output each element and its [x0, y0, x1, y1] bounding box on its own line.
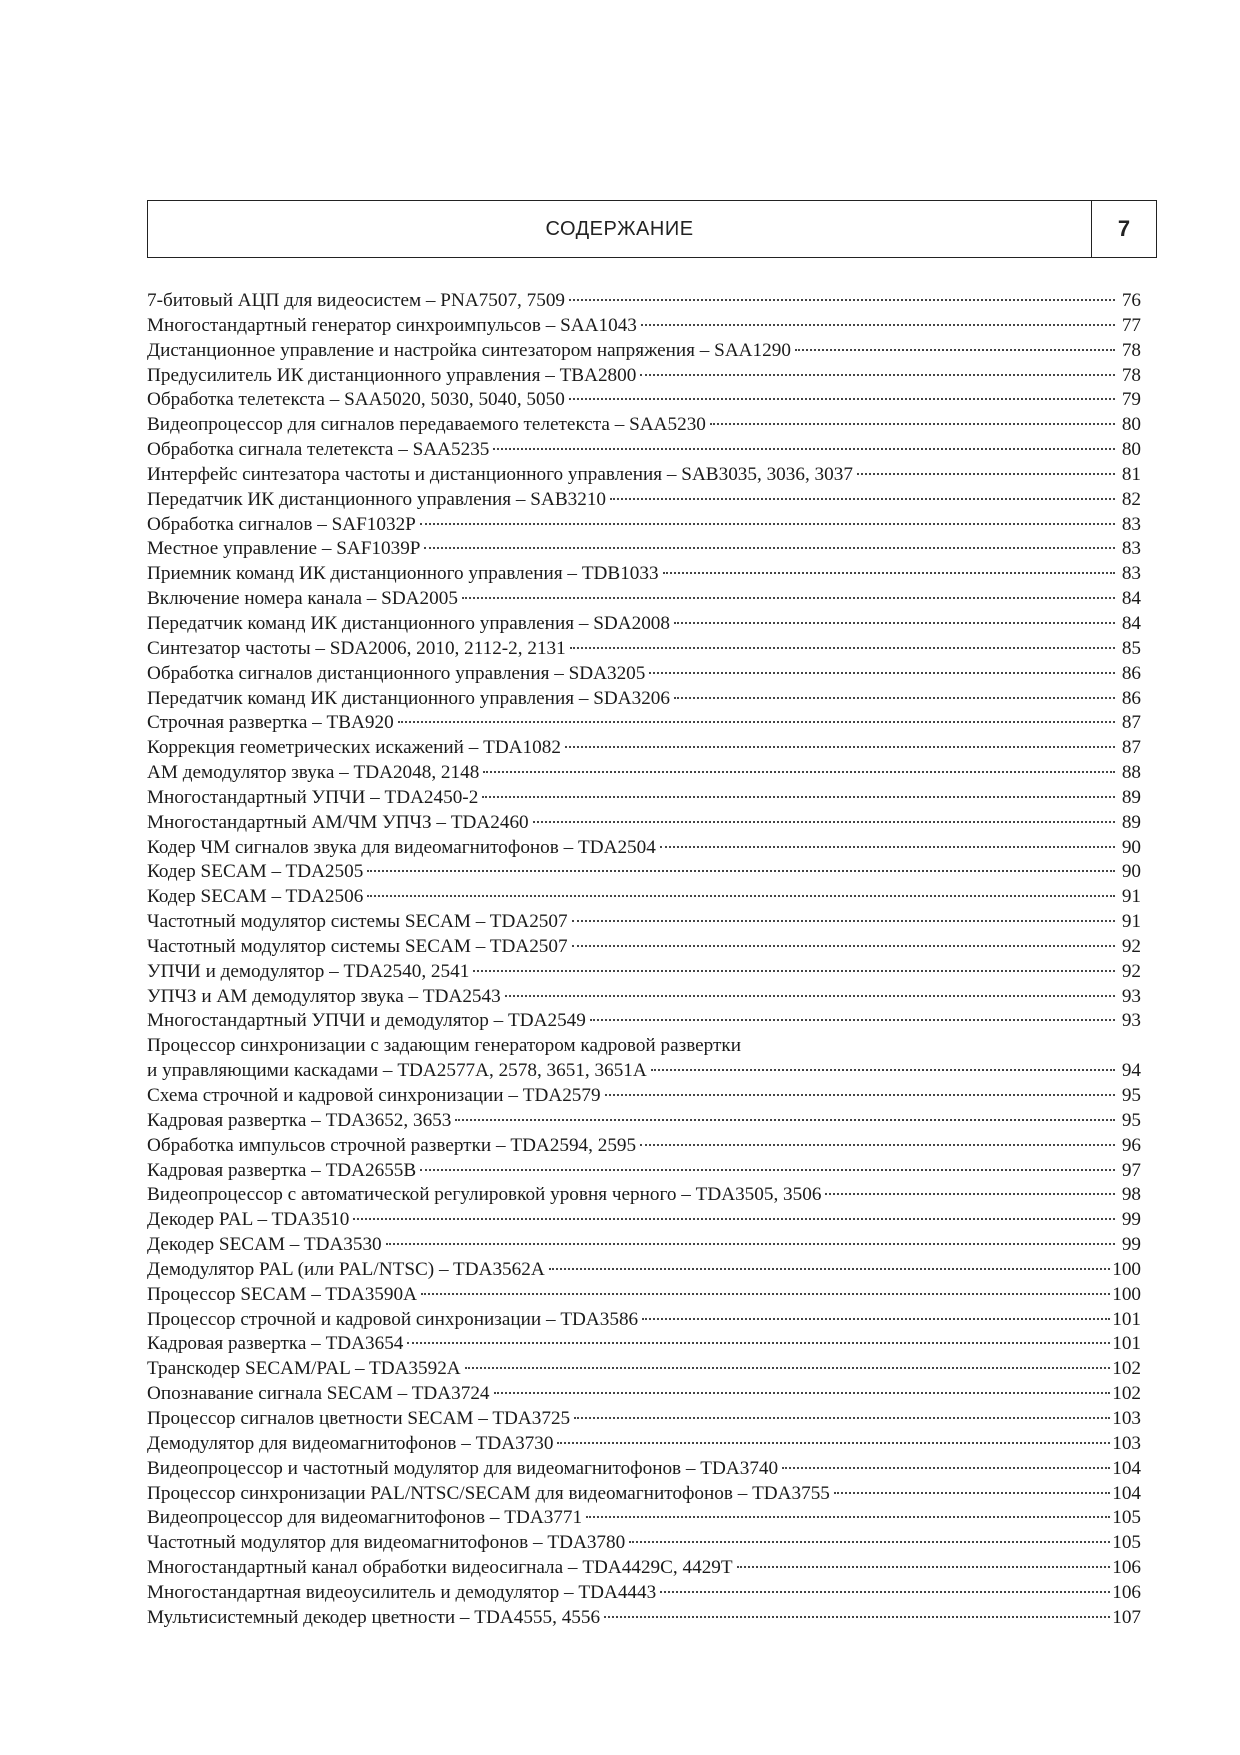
toc-entry-title: Коррекция геометрических искажений – TDA1082 [147, 737, 561, 759]
toc-entry-title: Частотный модулятор для видеомагнитофонов – TDA3780 [147, 1532, 626, 1554]
toc-entry-page: 82 [1121, 488, 1141, 510]
toc-entry [147, 612, 1141, 637]
toc-entry-page: 102 [1112, 1358, 1141, 1380]
dot-leader [640, 1144, 1115, 1146]
toc-entry [147, 1332, 1141, 1357]
dot-leader [353, 1218, 1115, 1220]
toc-entry-page: 80 [1121, 439, 1141, 461]
toc-entry-title: Процессор синхронизации с задающим генератором кадровой развертки [147, 1035, 741, 1057]
dot-leader [424, 547, 1115, 549]
toc-entry-page: 103 [1112, 1407, 1141, 1429]
toc-entry-page: 90 [1121, 861, 1141, 883]
toc-entry-title: Процессор строчной и кадровой синхронизации – TDA3586 [147, 1308, 639, 1330]
dot-leader [782, 1467, 1110, 1469]
toc-entry-page: 91 [1121, 911, 1141, 933]
toc-entry [147, 413, 1141, 438]
dot-leader [663, 572, 1115, 574]
dot-leader [367, 870, 1115, 872]
toc-entry-title: и управляющими каскадами – TDA2577A, 2578, 3651, 3651A [147, 1060, 647, 1082]
dot-leader [572, 945, 1115, 947]
toc-entry-title: Дистанционное управление и настройка синтезатором напряжения – SAA1290 [147, 339, 791, 361]
table-of-contents [147, 289, 1141, 1631]
toc-entry-page: 97 [1121, 1159, 1141, 1181]
toc-entry-title: Видеопроцессор для сигналов передаваемого телетекста – SAA5230 [147, 414, 706, 436]
toc-entry-title: Обработка сигналов дистанционного управления – SDA3205 [147, 662, 646, 684]
toc-entry [147, 1283, 1141, 1308]
toc-entry-page: 95 [1121, 1085, 1141, 1106]
toc-entry-page: 92 [1121, 960, 1141, 982]
toc-entry-page: 87 [1121, 737, 1141, 759]
toc-entry-page: 83 [1121, 538, 1141, 560]
toc-entry-title: УПЧИ и демодулятор – TDA2540, 2541 [147, 960, 470, 982]
toc-entry-page: 89 [1121, 811, 1141, 833]
toc-entry-page: 91 [1121, 886, 1141, 908]
toc-entry-page: 89 [1121, 786, 1141, 808]
toc-entry-title: Интерфейс синтезатора частоты и дистанционного управления – SAB3035, 3036, 3037 [147, 463, 853, 485]
toc-entry-page: 102 [1112, 1383, 1141, 1405]
toc-entry-title: Обработка импульсов строчной развертки – TDA2594, 2595 [147, 1134, 637, 1156]
toc-entry-title: Демодулятор PAL (или PAL/NTSC) – TDA3562A [147, 1258, 545, 1280]
dot-leader [421, 1293, 1110, 1295]
dot-leader [641, 324, 1115, 326]
dot-leader [565, 746, 1115, 748]
toc-entry-page: 79 [1121, 389, 1141, 411]
toc-entry-page: 96 [1121, 1134, 1141, 1156]
dot-leader [642, 1318, 1110, 1320]
toc-entry [147, 1109, 1141, 1134]
toc-entry-page: 98 [1121, 1184, 1141, 1206]
dot-leader [649, 672, 1115, 674]
toc-entry-title: Многостандартный канал обработки видеосигнала – TDA4429C, 4429T [147, 1557, 733, 1579]
toc-entry-title: Декодер SECAM – TDA3530 [147, 1234, 382, 1256]
toc-entry [147, 1506, 1141, 1531]
toc-entry [147, 388, 1141, 413]
dot-leader [604, 1616, 1110, 1618]
dot-leader [660, 846, 1115, 848]
toc-entry [147, 1531, 1141, 1556]
toc-entry-title: Процессор сигналов цветности SECAM – TDA3725 [147, 1407, 571, 1429]
toc-entry [147, 1208, 1141, 1233]
toc-entry-title: Передатчик ИК дистанционного управления – SAB3210 [147, 488, 607, 510]
toc-entry-title: Декодер PAL – TDA3510 [147, 1209, 350, 1231]
dot-leader [570, 647, 1115, 649]
dot-leader [493, 448, 1115, 450]
toc-entry-page: 92 [1121, 935, 1141, 957]
toc-entry [147, 1159, 1141, 1184]
toc-entry-page: 101 [1112, 1333, 1141, 1355]
toc-entry-title: Местное управление – SAF1039P [147, 538, 421, 560]
toc-entry-title: Кодер SECAM – TDA2505 [147, 861, 364, 883]
toc-entry [147, 637, 1141, 662]
header-title: СОДЕРЖАНИЕ [545, 217, 694, 240]
toc-entry [147, 438, 1141, 463]
toc-entry-page: 77 [1121, 314, 1141, 336]
page-header [147, 200, 1157, 258]
toc-entry-title: Видеопроцессор для видеомагнитофонов – TDA3771 [147, 1507, 583, 1529]
toc-entry-title: Кодер SECAM – TDA2506 [147, 886, 364, 908]
toc-entry-title: Предусилитель ИК дистанционного управления – TBA2800 [147, 364, 637, 386]
header-page-number: 7 [1091, 201, 1156, 257]
toc-entry [147, 463, 1141, 488]
toc-entry-title: Кодер ЧМ сигналов звука для видеомагнитофонов – TDA2504 [147, 836, 656, 858]
toc-entry [147, 289, 1141, 314]
dot-leader [483, 771, 1115, 773]
dot-leader [605, 1094, 1115, 1096]
toc-entry-title: Обработка сигнала телетекста – SAA5235 [147, 439, 490, 461]
dot-leader [420, 523, 1115, 525]
toc-entry [147, 1606, 1141, 1631]
toc-entry-title: Передатчик команд ИК дистанционного управления – SDA2008 [147, 612, 670, 634]
toc-entry-title: Многостандартный УПЧИ и демодулятор – TDA2549 [147, 1010, 586, 1032]
toc-entry-title: Приемник команд ИК дистанционного управления – TDB1033 [147, 563, 659, 585]
toc-entry-page: 107 [1112, 1606, 1141, 1628]
toc-entry-page: 99 [1121, 1209, 1141, 1231]
toc-entry [147, 811, 1141, 836]
toc-entry-page: 78 [1121, 339, 1141, 361]
dot-leader [482, 796, 1115, 798]
toc-entry-page: 78 [1121, 364, 1141, 386]
toc-entry-page: 101 [1112, 1308, 1141, 1330]
toc-entry-page: 85 [1121, 637, 1141, 659]
dot-leader [674, 622, 1115, 624]
dot-leader [569, 398, 1115, 400]
toc-entry [147, 1308, 1141, 1333]
dot-leader [590, 1019, 1115, 1021]
toc-entry-page: 86 [1121, 662, 1141, 684]
toc-entry-title: Кадровая развертка – TDA3654 [147, 1333, 404, 1355]
toc-entry [147, 364, 1141, 389]
toc-entry-page: 76 [1121, 290, 1141, 311]
dot-leader [465, 1367, 1111, 1369]
dot-leader [386, 1243, 1115, 1245]
toc-entry-title: Процессор синхронизации PAL/NTSC/SECAM для видеомагнитофонов – TDA3755 [147, 1482, 830, 1504]
toc-entry [147, 587, 1141, 612]
dot-leader [660, 1591, 1110, 1593]
toc-entry-title: Строчная развертка – TBA920 [147, 712, 394, 734]
toc-entry [147, 1482, 1141, 1507]
dot-leader [857, 473, 1115, 475]
dot-leader [473, 970, 1115, 972]
dot-leader [533, 821, 1115, 823]
toc-entry-page: 104 [1112, 1457, 1141, 1479]
dot-leader [610, 498, 1115, 500]
toc-entry-title: Передатчик команд ИК дистанционного управления – SDA3206 [147, 687, 670, 709]
toc-entry-page: 105 [1112, 1532, 1141, 1554]
dot-leader [557, 1442, 1110, 1444]
dot-leader [549, 1268, 1111, 1270]
dot-leader [505, 995, 1115, 997]
toc-entry-title: Многостандартная видеоусилитель и демодулятор – TDA4443 [147, 1581, 657, 1603]
dot-leader [569, 299, 1115, 301]
toc-entry [147, 513, 1141, 538]
toc-entry-page: 80 [1121, 414, 1141, 436]
toc-entry-page: 90 [1121, 836, 1141, 858]
toc-entry [147, 1258, 1141, 1283]
toc-entry-title: Демодулятор для видеомагнитофонов – TDA3730 [147, 1432, 554, 1454]
dot-leader [674, 697, 1115, 699]
toc-entry [147, 761, 1141, 786]
toc-entry [147, 1457, 1141, 1482]
toc-entry-page: 105 [1112, 1507, 1141, 1529]
dot-leader [572, 920, 1115, 922]
toc-entry-title: 7-битовый АЦП для видеосистем – PNA7507, 7509 [147, 290, 566, 311]
toc-entry [147, 1183, 1141, 1208]
toc-entry-page: 81 [1121, 463, 1141, 485]
toc-entry-title: Опознавание сигнала SECAM – TDA3724 [147, 1383, 490, 1405]
toc-entry [147, 1134, 1141, 1159]
toc-entry [147, 1233, 1141, 1258]
toc-entry-title: Видеопроцессор и частотный модулятор для видеомагнитофонов – TDA3740 [147, 1457, 779, 1479]
toc-entry [147, 1009, 1141, 1034]
toc-entry-page: 106 [1112, 1581, 1141, 1603]
toc-entry-title: Схема строчной и кадровой синхронизации – TDA2579 [147, 1085, 601, 1106]
toc-entry-page: 100 [1112, 1258, 1141, 1280]
toc-entry-page: 94 [1121, 1060, 1141, 1082]
toc-entry-page: 87 [1121, 712, 1141, 734]
toc-entry-title: Обработка телетекста – SAA5020, 5030, 5040, 5050 [147, 389, 565, 411]
dot-leader [825, 1193, 1115, 1195]
dot-leader [586, 1516, 1110, 1518]
toc-entry [147, 537, 1141, 562]
toc-entry [147, 736, 1141, 761]
toc-entry [147, 910, 1141, 935]
toc-entry [147, 339, 1141, 364]
dot-leader [710, 423, 1115, 425]
toc-entry [147, 314, 1141, 339]
toc-entry [147, 1059, 1141, 1084]
dot-leader [651, 1069, 1115, 1071]
toc-entry-title: Кадровая развертка – TDA2655B [147, 1159, 417, 1181]
toc-entry-title: Синтезатор частоты – SDA2006, 2010, 2112-2, 2131 [147, 637, 566, 659]
toc-entry [147, 1357, 1141, 1382]
toc-entry [147, 662, 1141, 687]
toc-entry-title: Многостандартный АМ/ЧМ УПЧЗ – TDA2460 [147, 811, 529, 833]
toc-entry-title: Видеопроцессор с автоматической регулировкой уровня черного – TDA3505, 3506 [147, 1184, 822, 1206]
toc-entry [147, 1382, 1141, 1407]
toc-entry [147, 687, 1141, 712]
toc-entry-page: 88 [1121, 762, 1141, 784]
toc-entry-title: Частотный модулятор системы SECAM – TDA2507 [147, 935, 568, 957]
dot-leader [407, 1342, 1110, 1344]
toc-entry-title: Процессор SECAM – TDA3590A [147, 1283, 417, 1305]
toc-entry [147, 935, 1141, 960]
dot-leader [629, 1541, 1110, 1543]
toc-entry-title: Частотный модулятор системы SECAM – TDA2507 [147, 911, 568, 933]
toc-entry [147, 562, 1141, 587]
dot-leader [420, 1169, 1115, 1171]
toc-entry-page: 84 [1121, 612, 1141, 634]
toc-entry-page: 103 [1112, 1432, 1141, 1454]
toc-entry-title: Многостандартный УПЧИ – TDA2450-2 [147, 786, 479, 808]
toc-entry [147, 960, 1141, 985]
dot-leader [574, 1417, 1110, 1419]
toc-entry-page: 100 [1112, 1283, 1141, 1305]
toc-entry [147, 488, 1141, 513]
dot-leader [640, 374, 1115, 376]
toc-entry-page: 104 [1112, 1482, 1141, 1504]
toc-entry [147, 985, 1141, 1010]
toc-entry-page: 86 [1121, 687, 1141, 709]
toc-entry [147, 1432, 1141, 1457]
toc-entry-title: Обработка сигналов – SAF1032P [147, 513, 416, 535]
dot-leader [834, 1492, 1110, 1494]
toc-entry-title: Кадровая развертка – TDA3652, 3653 [147, 1109, 452, 1131]
toc-entry [147, 1084, 1141, 1109]
dot-leader [795, 349, 1115, 351]
toc-entry-page: 93 [1121, 985, 1141, 1007]
toc-entry-title: Включение номера канала – SDA2005 [147, 588, 458, 610]
toc-entry-page: 83 [1121, 513, 1141, 535]
toc-entry-page: 93 [1121, 1010, 1141, 1032]
toc-entry-title: Мультисистемный декодер цветности – TDA4555, 4556 [147, 1606, 601, 1628]
toc-entry [147, 1034, 1141, 1059]
toc-entry-page: 83 [1121, 563, 1141, 585]
dot-leader [367, 895, 1115, 897]
dot-leader [462, 597, 1115, 599]
toc-entry-title: УПЧЗ и АМ демодулятор звука – TDA2543 [147, 985, 501, 1007]
toc-entry-title: Многостандартный генератор синхроимпульсов – SAA1043 [147, 314, 637, 336]
toc-entry [147, 1556, 1141, 1581]
dot-leader [494, 1392, 1111, 1394]
toc-entry [147, 711, 1141, 736]
toc-entry-title: АМ демодулятор звука – TDA2048, 2148 [147, 762, 480, 784]
toc-entry [147, 1581, 1141, 1606]
toc-entry-title: Транскодер SECAM/PAL – TDA3592A [147, 1358, 461, 1380]
dot-leader [455, 1119, 1115, 1121]
toc-entry-page: 106 [1112, 1557, 1141, 1579]
toc-entry [147, 786, 1141, 811]
toc-entry [147, 836, 1141, 861]
toc-entry-page: 95 [1121, 1109, 1141, 1131]
toc-entry-page: 99 [1121, 1234, 1141, 1256]
toc-entry [147, 885, 1141, 910]
toc-entry-page: 84 [1121, 588, 1141, 610]
toc-entry [147, 860, 1141, 885]
dot-leader [398, 721, 1115, 723]
toc-entry [147, 1407, 1141, 1432]
dot-leader [737, 1566, 1111, 1568]
